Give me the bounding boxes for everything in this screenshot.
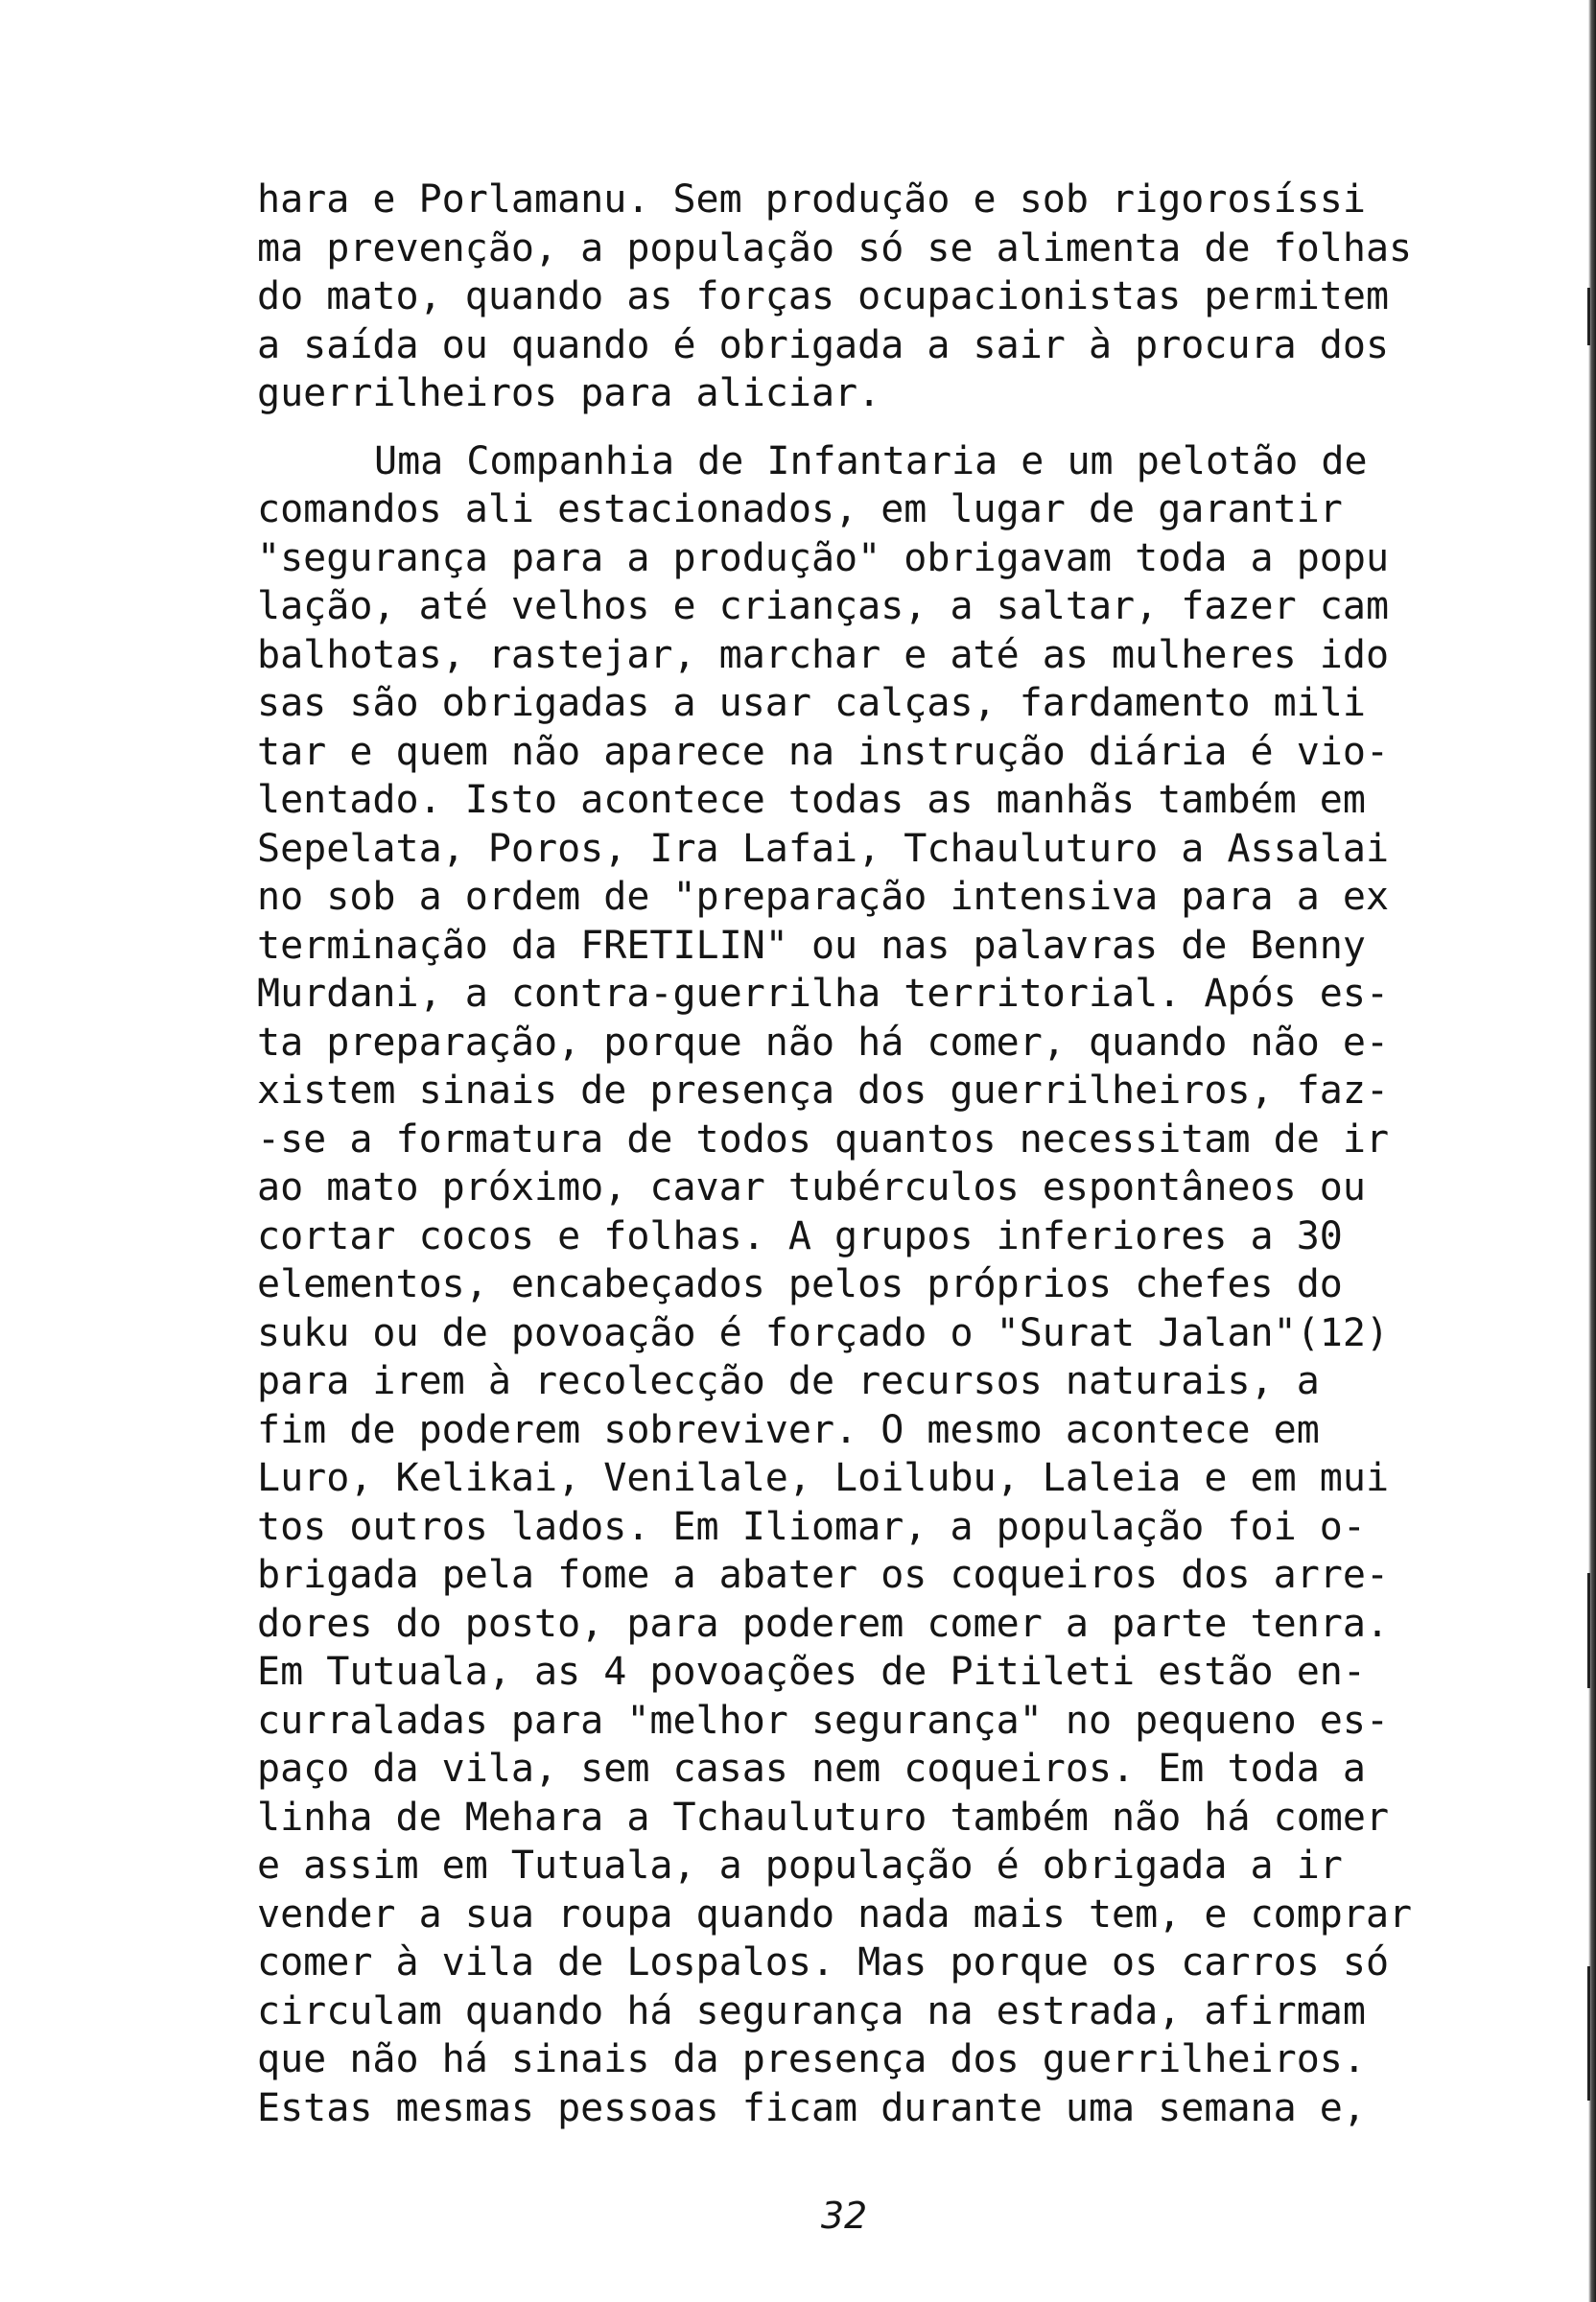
text-line: para irem à recolecção de recursos naturais, a [257,1359,1320,1403]
text-line: Estas mesmas pessoas ficam durante uma semana e, [257,2085,1366,2130]
text-line: linha de Mehara a Tchauluturo também não há comer [257,1795,1390,1840]
text-line: sas são obrigadas a usar calças, fardamento mili [257,681,1366,725]
text-line: elementos, encabeçados pelos próprios chefes do [257,1262,1343,1306]
text-line: dores do posto, para poderem comer a parte tenra. [257,1601,1390,1646]
binding-edge [1588,0,1596,2302]
text-line: balhotas, rastejar, marchar e até as mulheres ido [257,632,1390,677]
text-line: que não há sinais da presença dos guerrilheiros. [257,2037,1366,2081]
text-line: suku ou de povoação é forçado o "Surat Jalan"(12) [257,1310,1390,1355]
text-line: cortar cocos e folhas. A grupos inferiores a 30 [257,1213,1343,1258]
text-line: lentado. Isto acontece todas as manhãs também em [257,778,1366,822]
text-line: guerrilheiros para aliciar. [257,371,881,415]
text-line: circulam quando há segurança na estrada, afirmam [257,1988,1366,2033]
text-line: brigada pela fome a abater os coqueiros dos arre- [257,1553,1390,1597]
text-line: hara e Porlamanu. Sem produção e sob rigorosíssi [257,177,1366,222]
text-line: fim de poderem sobreviver. O mesmo acontece em [257,1407,1320,1452]
text-line: ta preparação, porque não há comer, quando não e- [257,1020,1390,1065]
paragraph-gap [257,418,1504,437]
text-line: tos outros lados. Em Iliomar, a população foi o- [257,1504,1366,1549]
text-line: -se a formatura de todos quantos necessitam de ir [257,1116,1390,1162]
text-line: tar e quem não aparece na instrução diária é vio- [257,729,1390,774]
text-line: curraladas para "melhor segurança" no pequeno es- [257,1698,1390,1743]
text-line: lação, até velhos e crianças, a saltar, fazer cam [257,584,1390,628]
text-line: ma prevenção, a população só se alimenta de folhas [257,225,1413,270]
text-line: ao mato próximo, cavar tubérculos espontâneos ou [257,1165,1366,1210]
scan-speck [1587,1966,1590,2101]
text-line: Em Tutuala, as 4 povoações de Pitileti estão en- [257,1650,1366,1694]
text-line: Murdani, a contra-guerrilha territorial. Após es- [257,972,1390,1016]
text-line: vender a sua roupa quando nada mais tem, e comprar [257,1891,1413,1937]
text-line: no sob a ordem de "preparação intensiva para a ex [257,875,1390,919]
text-line: comer à vila de Lospalos. Mas porque os carros só [257,1940,1390,1985]
body-text [257,176,1504,2132]
text-line: Luro, Kelikai, Venilale, Loilubu, Laleia e em mui [257,1456,1390,1500]
text-line: a saída ou quando é obrigada a sair à procura dos [257,322,1390,367]
page-number: 32 [820,2195,868,2237]
scan-speck [1587,288,1590,345]
text-line: comandos ali estacionados, em lugar de garantir [257,487,1343,531]
text-line: terminação da FRETILIN" ou nas palavras de Benny [257,923,1366,968]
text-line: e assim em Tutuala, a população é obrigada a ir [257,1844,1343,1888]
text-line: Sepelata, Poros, Ira Lafai, Tchauluturo a Assalai [257,826,1390,871]
text-line: Uma Companhia de Infantaria e um pelotão de [374,438,1368,483]
text-line: do mato, quando as forças ocupacionistas permitem [257,274,1390,318]
text-line: "segurança para a produção" obrigavam toda a popu [257,535,1390,580]
text-line: xistem sinais de presença dos guerrilheiros, faz- [257,1069,1390,1113]
scan-speck [1587,1573,1590,1688]
paragraph [257,176,1504,418]
text-line: paço da vila, sem casas nem coqueiros. Em toda a [257,1747,1366,1791]
paragraph [257,437,1504,2133]
